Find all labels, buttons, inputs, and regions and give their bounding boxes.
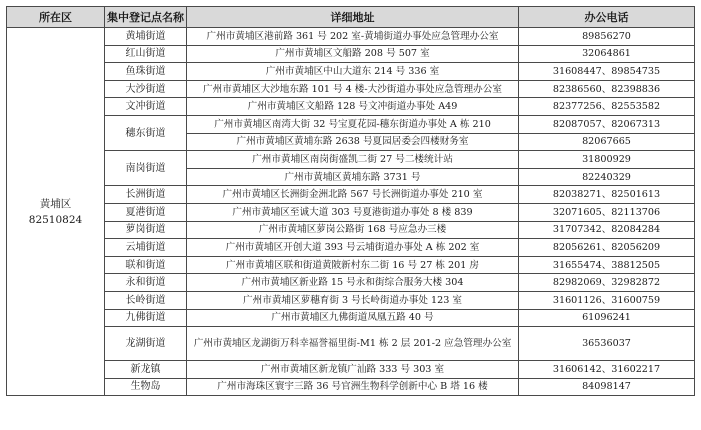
street-name-cell: 文冲街道 [105,98,187,116]
phone-cell: 31606142、31602217 [519,361,695,379]
address-cell: 广州市黄埔区中山大道东 214 号 336 室 [187,63,519,81]
address-cell: 广州市黄埔区黄埔东路 3731 号 [187,168,519,186]
header-address: 详细地址 [187,7,519,28]
address-cell: 广州市黄埔区新龙镇广汕路 333 号 303 室 [187,361,519,379]
phone-cell: 82038271、82501613 [519,186,695,204]
table-row [7,98,695,116]
street-name-cell: 长洲街道 [105,186,187,204]
phone-cell: 84098147 [519,378,695,396]
district-cell [7,28,105,396]
address-cell: 广州市黄埔区至诚大道 303 号夏港街道办事处 8 楼 839 [187,203,519,221]
address-cell: 广州市海珠区寰宇三路 36 号官洲生物科学创新中心 B 塔 16 楼 [187,378,519,396]
phone-cell: 31655474、38812505 [519,256,695,274]
phone-cell: 61096241 [519,309,695,327]
address-cell: 广州市黄埔区文船路 128 号文冲街道办事处 A49 [187,98,519,116]
table-row [7,327,695,361]
address-cell: 广州市黄埔区南岗街盛凯二街 27 号二楼统计站 [187,151,519,169]
street-name-cell: 龙湖街道 [105,327,187,361]
street-name-cell: 云埔街道 [105,239,187,257]
phone-cell: 32064861 [519,45,695,63]
street-name-cell: 黄埔街道 [105,28,187,46]
phone-cell: 31707342、82084284 [519,221,695,239]
header-district: 所在区 [7,7,105,28]
street-name-cell: 九佛街道 [105,309,187,327]
district-phone: 82510824 [28,213,83,226]
phone-cell: 31800929 [519,151,695,169]
address-cell: 广州市黄埔区港前路 361 号 202 室-黄埔街道办事处应急管理办公室 [187,28,519,46]
street-name-cell: 生物岛 [105,378,187,396]
street-name-cell: 鱼珠街道 [105,63,187,81]
phone-cell: 36536037 [519,327,695,361]
address-cell: 广州市黄埔区开创大道 393 号云埔街道办事处 A 栋 202 室 [187,239,519,257]
phone-cell: 82087057、82067313 [519,115,695,133]
street-name-cell: 大沙街道 [105,80,187,98]
table-row [7,239,695,257]
table-row [7,63,695,81]
phone-cell: 82386560、82398836 [519,80,695,98]
phone-cell: 82377256、82553582 [519,98,695,116]
street-name-cell: 夏港街道 [105,203,187,221]
table-row [7,80,695,98]
table-row [7,274,695,292]
table-row [7,221,695,239]
table-row [7,291,695,309]
street-name-cell: 新龙镇 [105,361,187,379]
address-cell: 广州市黄埔区大沙地东路 101 号 4 楼-大沙街道办事处应急管理办公室 [187,80,519,98]
street-name-cell: 红山街道 [105,45,187,63]
address-cell: 广州市黄埔区联和街道黄陂新村东二街 16 号 27 栋 201 房 [187,256,519,274]
table-row [7,256,695,274]
table-row [7,115,695,133]
street-name-cell: 南岗街道 [105,151,187,186]
phone-cell: 82056261、82056209 [519,239,695,257]
address-cell: 广州市黄埔区九佛街道凤凰五路 40 号 [187,309,519,327]
address-cell: 广州市黄埔区文船路 208 号 507 室 [187,45,519,63]
address-cell: 广州市黄埔区南湾大街 32 号宝夏花园-穗东街道办事处 A 栋 210 [187,115,519,133]
phone-cell: 31601126、31600759 [519,291,695,309]
street-name-cell: 长岭街道 [105,291,187,309]
address-cell: 广州市黄埔区新业路 15 号永和街综合服务大楼 304 [187,274,519,292]
phone-cell: 82067665 [519,133,695,151]
table-row [7,186,695,204]
address-cell: 广州市黄埔区长洲街金洲北路 567 号长洲街道办事处 210 室 [187,186,519,204]
street-name-cell: 永和街道 [105,274,187,292]
address-cell: 广州市黄埔区黄埔东路 2638 号夏园居委会四楼财务室 [187,133,519,151]
registration-points-table [6,6,695,396]
header-point-name: 集中登记点名称 [105,7,187,28]
address-cell: 广州市黄埔区萝岗公路街 168 号应急办三楼 [187,221,519,239]
phone-cell: 32071605、82113706 [519,203,695,221]
table-row [7,378,695,396]
street-name-cell: 穗东街道 [105,115,187,150]
table-row [7,309,695,327]
table-header-row [7,7,695,28]
street-name-cell: 联和街道 [105,256,187,274]
phone-cell: 89856270 [519,28,695,46]
phone-cell: 82982069、32982872 [519,274,695,292]
district-name: 黄埔区 [39,197,72,210]
address-cell: 广州市黄埔区萝穗育街 3 号长岭街道办事处 123 室 [187,291,519,309]
table-body [7,28,695,396]
table-row [7,361,695,379]
table-row [7,203,695,221]
street-name-cell: 萝岗街道 [105,221,187,239]
phone-cell: 82240329 [519,168,695,186]
header-phone: 办公电话 [519,7,695,28]
table-row [7,45,695,63]
table-row [7,28,695,46]
address-cell: 广州市黄埔区龙湖街万科幸福誉福里街-M1 栋 2 层 201-2 应急管理办公室 [187,327,519,361]
phone-cell: 31608447、89854735 [519,63,695,81]
table-row [7,151,695,169]
